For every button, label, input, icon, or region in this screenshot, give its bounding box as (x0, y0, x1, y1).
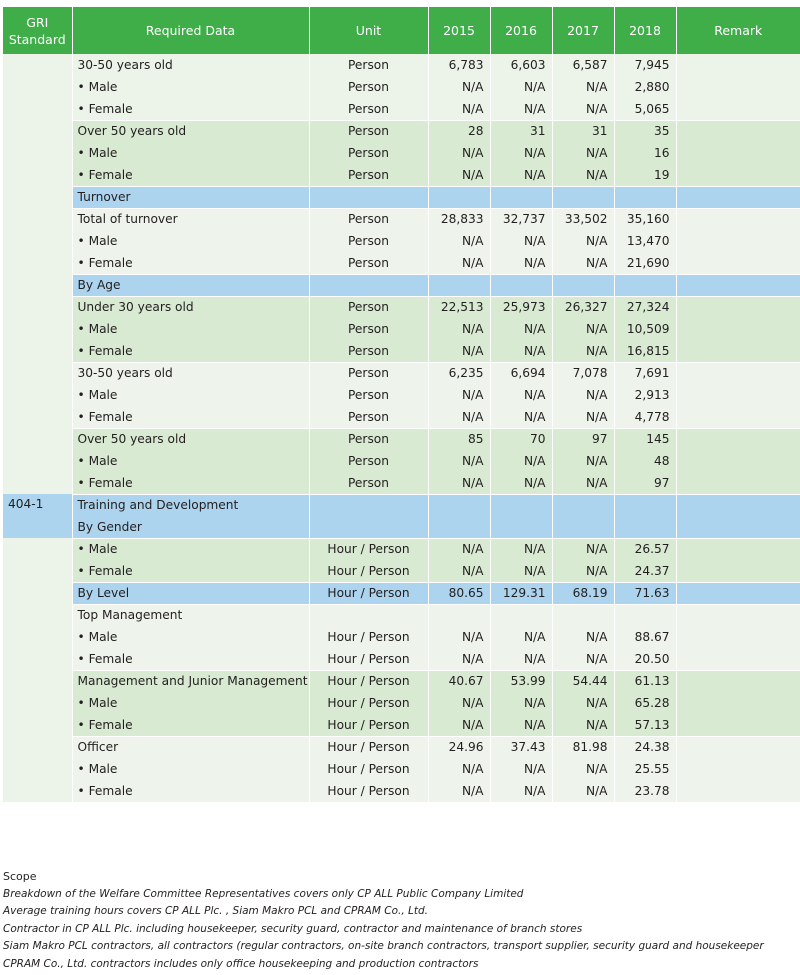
unit-cell: Hour / Person (309, 538, 428, 560)
table-row (3, 560, 800, 582)
table-row (3, 384, 800, 406)
remark-cell (676, 76, 800, 98)
remark-cell (676, 120, 800, 142)
value-2016-cell: N/A (490, 626, 552, 648)
gri-data-table (3, 7, 800, 802)
value-2015-cell: N/A (428, 648, 490, 670)
unit-cell (309, 516, 428, 538)
table-row (3, 538, 800, 560)
value-2018-cell (614, 274, 676, 296)
value-2018-cell: 7,945 (614, 54, 676, 76)
header-required-data: Required Data (72, 7, 309, 54)
unit-cell: Person (309, 384, 428, 406)
required-data-cell: • Female (72, 648, 309, 670)
value-2016-cell: 31 (490, 120, 552, 142)
value-2017-cell (552, 604, 614, 626)
table-row (3, 252, 800, 274)
value-2016-cell: 53.99 (490, 670, 552, 692)
table-row (3, 626, 800, 648)
table-row (3, 362, 800, 384)
value-2018-cell: 25.55 (614, 758, 676, 780)
value-2016-cell: 32,737 (490, 208, 552, 230)
remark-cell (676, 164, 800, 186)
header-gri-standard (3, 7, 72, 54)
unit-cell (309, 274, 428, 296)
value-2016-cell: N/A (490, 472, 552, 494)
value-2018-cell: 24.37 (614, 560, 676, 582)
unit-cell: Person (309, 428, 428, 450)
value-2016-cell (490, 494, 552, 516)
value-2016-cell: N/A (490, 538, 552, 560)
scope-note: Average training hours covers CP ALL Plc. , Siam Makro PCL and CPRAM Co., Ltd. (3, 905, 428, 918)
table-row (3, 164, 800, 186)
value-2016-cell: N/A (490, 384, 552, 406)
value-2017-cell: N/A (552, 648, 614, 670)
table-row (3, 208, 800, 230)
gri-standard-cell (3, 538, 72, 802)
remark-cell (676, 98, 800, 120)
required-data-cell: Total of turnover (72, 208, 309, 230)
value-2018-cell: 23.78 (614, 780, 676, 802)
table-row (3, 780, 800, 802)
value-2017-cell (552, 186, 614, 208)
remark-cell (676, 560, 800, 582)
value-2018-cell: 145 (614, 428, 676, 450)
value-2015-cell: N/A (428, 230, 490, 252)
required-data-cell: • Female (72, 252, 309, 274)
unit-cell (309, 186, 428, 208)
unit-cell: Person (309, 164, 428, 186)
gri-standard-cell (3, 54, 72, 494)
value-2015-cell: N/A (428, 252, 490, 274)
remark-cell (676, 692, 800, 714)
unit-cell: Hour / Person (309, 692, 428, 714)
remark-cell (676, 340, 800, 362)
value-2016-cell: N/A (490, 758, 552, 780)
remark-cell (676, 186, 800, 208)
value-2017-cell: N/A (552, 406, 614, 428)
remark-cell (676, 736, 800, 758)
required-data-cell: By Gender (72, 516, 309, 538)
value-2018-cell: 20.50 (614, 648, 676, 670)
value-2015-cell (428, 604, 490, 626)
required-data-cell: • Female (72, 164, 309, 186)
value-2018-cell: 10,509 (614, 318, 676, 340)
remark-cell (676, 494, 800, 516)
header-2015: 2015 (428, 7, 490, 54)
value-2016-cell: N/A (490, 318, 552, 340)
value-2015-cell: 85 (428, 428, 490, 450)
remark-cell (676, 670, 800, 692)
unit-cell: Person (309, 340, 428, 362)
value-2017-cell: N/A (552, 692, 614, 714)
value-2018-cell (614, 494, 676, 516)
value-2016-cell: N/A (490, 98, 552, 120)
value-2016-cell: 25,973 (490, 296, 552, 318)
table-row (3, 186, 800, 208)
table-row (3, 120, 800, 142)
value-2017-cell: N/A (552, 384, 614, 406)
value-2016-cell: N/A (490, 714, 552, 736)
value-2015-cell: N/A (428, 758, 490, 780)
required-data-cell: • Female (72, 714, 309, 736)
unit-cell: Person (309, 120, 428, 142)
value-2015-cell: N/A (428, 450, 490, 472)
value-2015-cell: N/A (428, 692, 490, 714)
value-2016-cell: N/A (490, 164, 552, 186)
value-2015-cell: 24.96 (428, 736, 490, 758)
value-2015-cell (428, 516, 490, 538)
remark-cell (676, 208, 800, 230)
table-row (3, 736, 800, 758)
value-2017-cell: N/A (552, 76, 614, 98)
value-2017-cell: N/A (552, 142, 614, 164)
value-2017-cell: 68.19 (552, 582, 614, 604)
value-2016-cell: N/A (490, 230, 552, 252)
value-2018-cell: 65.28 (614, 692, 676, 714)
table-header-row (3, 7, 800, 54)
required-data-cell: • Female (72, 472, 309, 494)
value-2018-cell (614, 186, 676, 208)
required-data-cell: • Male (72, 384, 309, 406)
value-2015-cell: N/A (428, 142, 490, 164)
table-row (3, 406, 800, 428)
value-2018-cell: 35,160 (614, 208, 676, 230)
value-2015-cell: N/A (428, 560, 490, 582)
value-2016-cell: 37.43 (490, 736, 552, 758)
table-row (3, 98, 800, 120)
gri-standard-cell: 404-1 (3, 494, 72, 538)
value-2017-cell: 81.98 (552, 736, 614, 758)
unit-cell: Hour / Person (309, 714, 428, 736)
value-2018-cell: 2,880 (614, 76, 676, 98)
value-2015-cell: 28,833 (428, 208, 490, 230)
value-2018-cell: 13,470 (614, 230, 676, 252)
unit-cell: Hour / Person (309, 758, 428, 780)
remark-cell (676, 362, 800, 384)
remark-cell (676, 142, 800, 164)
table-row (3, 714, 800, 736)
required-data-cell: • Male (72, 538, 309, 560)
value-2015-cell (428, 274, 490, 296)
unit-cell (309, 494, 428, 516)
value-2017-cell: 7,078 (552, 362, 614, 384)
table-row (3, 604, 800, 626)
required-data-cell: • Male (72, 692, 309, 714)
table-row (3, 648, 800, 670)
value-2017-cell: N/A (552, 626, 614, 648)
scope-title: Scope (3, 870, 37, 883)
header-remark: Remark (676, 7, 800, 54)
required-data-cell: • Female (72, 340, 309, 362)
unit-cell: Hour / Person (309, 648, 428, 670)
value-2017-cell: N/A (552, 318, 614, 340)
required-data-cell: 30-50 years old (72, 362, 309, 384)
value-2018-cell: 35 (614, 120, 676, 142)
required-data-cell: • Male (72, 450, 309, 472)
unit-cell: Person (309, 252, 428, 274)
remark-cell (676, 230, 800, 252)
value-2016-cell: N/A (490, 780, 552, 802)
value-2016-cell: N/A (490, 142, 552, 164)
value-2018-cell (614, 516, 676, 538)
table-row (3, 758, 800, 780)
remark-cell (676, 516, 800, 538)
unit-cell (309, 604, 428, 626)
unit-cell: Person (309, 76, 428, 98)
remark-cell (676, 450, 800, 472)
required-data-cell: Over 50 years old (72, 120, 309, 142)
value-2017-cell: N/A (552, 98, 614, 120)
value-2015-cell: N/A (428, 164, 490, 186)
value-2018-cell: 48 (614, 450, 676, 472)
value-2018-cell: 2,913 (614, 384, 676, 406)
value-2015-cell: N/A (428, 538, 490, 560)
table-row (3, 340, 800, 362)
value-2016-cell (490, 516, 552, 538)
value-2015-cell: 6,235 (428, 362, 490, 384)
required-data-cell: By Level (72, 582, 309, 604)
value-2017-cell: N/A (552, 472, 614, 494)
required-data-cell: Management and Junior Management (72, 670, 309, 692)
value-2015-cell: N/A (428, 384, 490, 406)
value-2016-cell (490, 604, 552, 626)
unit-cell: Person (309, 406, 428, 428)
value-2015-cell: N/A (428, 76, 490, 98)
value-2016-cell: N/A (490, 648, 552, 670)
value-2017-cell: N/A (552, 780, 614, 802)
value-2015-cell: 28 (428, 120, 490, 142)
value-2016-cell: N/A (490, 692, 552, 714)
remark-cell (676, 274, 800, 296)
unit-cell: Hour / Person (309, 736, 428, 758)
value-2017-cell: 97 (552, 428, 614, 450)
value-2018-cell: 7,691 (614, 362, 676, 384)
required-data-cell: • Female (72, 98, 309, 120)
remark-cell (676, 538, 800, 560)
value-2018-cell: 16,815 (614, 340, 676, 362)
value-2018-cell: 16 (614, 142, 676, 164)
value-2016-cell: N/A (490, 252, 552, 274)
value-2018-cell: 19 (614, 164, 676, 186)
unit-cell: Person (309, 296, 428, 318)
remark-cell (676, 54, 800, 76)
value-2017-cell: N/A (552, 758, 614, 780)
required-data-cell: • Male (72, 626, 309, 648)
required-data-cell: • Male (72, 318, 309, 340)
value-2017-cell (552, 274, 614, 296)
value-2018-cell (614, 604, 676, 626)
value-2017-cell: 26,327 (552, 296, 614, 318)
table-row (3, 472, 800, 494)
required-data-cell: Top Management (72, 604, 309, 626)
table-row (3, 692, 800, 714)
unit-cell: Hour / Person (309, 582, 428, 604)
value-2017-cell: 6,587 (552, 54, 614, 76)
value-2017-cell: N/A (552, 164, 614, 186)
table-row (3, 516, 800, 538)
unit-cell: Hour / Person (309, 560, 428, 582)
value-2015-cell: N/A (428, 340, 490, 362)
value-2015-cell: N/A (428, 98, 490, 120)
value-2018-cell: 27,324 (614, 296, 676, 318)
value-2018-cell: 88.67 (614, 626, 676, 648)
unit-cell: Person (309, 450, 428, 472)
unit-cell: Hour / Person (309, 780, 428, 802)
table-row (3, 318, 800, 340)
value-2018-cell: 61.13 (614, 670, 676, 692)
required-data-cell: 30-50 years old (72, 54, 309, 76)
value-2016-cell (490, 186, 552, 208)
value-2015-cell (428, 186, 490, 208)
value-2018-cell: 5,065 (614, 98, 676, 120)
value-2017-cell (552, 494, 614, 516)
header-gri-line1: GRI (26, 14, 49, 30)
value-2015-cell: N/A (428, 626, 490, 648)
remark-cell (676, 780, 800, 802)
value-2015-cell: 80.65 (428, 582, 490, 604)
value-2016-cell: 6,694 (490, 362, 552, 384)
value-2017-cell: N/A (552, 714, 614, 736)
value-2016-cell: 6,603 (490, 54, 552, 76)
unit-cell: Person (309, 98, 428, 120)
value-2018-cell: 57.13 (614, 714, 676, 736)
value-2018-cell: 71.63 (614, 582, 676, 604)
table-row (3, 230, 800, 252)
value-2017-cell: N/A (552, 230, 614, 252)
table-row (3, 582, 800, 604)
required-data-cell: Turnover (72, 186, 309, 208)
required-data-cell: • Male (72, 142, 309, 164)
value-2015-cell: N/A (428, 406, 490, 428)
header-2018: 2018 (614, 7, 676, 54)
unit-cell: Person (309, 230, 428, 252)
table-row (3, 428, 800, 450)
table-row (3, 494, 800, 516)
required-data-cell: • Female (72, 560, 309, 582)
table-row (3, 142, 800, 164)
value-2015-cell: 6,783 (428, 54, 490, 76)
table-body (3, 54, 800, 802)
value-2016-cell: N/A (490, 560, 552, 582)
table-row (3, 76, 800, 98)
value-2015-cell: 22,513 (428, 296, 490, 318)
value-2016-cell: N/A (490, 76, 552, 98)
value-2017-cell: N/A (552, 560, 614, 582)
value-2017-cell: 54.44 (552, 670, 614, 692)
remark-cell (676, 626, 800, 648)
value-2018-cell: 26.57 (614, 538, 676, 560)
value-2015-cell (428, 494, 490, 516)
table-row (3, 296, 800, 318)
table-row (3, 274, 800, 296)
value-2017-cell: N/A (552, 252, 614, 274)
header-2016: 2016 (490, 7, 552, 54)
remark-cell (676, 318, 800, 340)
value-2015-cell: N/A (428, 472, 490, 494)
value-2016-cell (490, 274, 552, 296)
remark-cell (676, 758, 800, 780)
value-2017-cell: 33,502 (552, 208, 614, 230)
remark-cell (676, 604, 800, 626)
required-data-cell: Under 30 years old (72, 296, 309, 318)
required-data-cell: • Female (72, 406, 309, 428)
required-data-cell: Training and Development (72, 494, 309, 516)
remark-cell (676, 252, 800, 274)
required-data-cell: Over 50 years old (72, 428, 309, 450)
unit-cell: Hour / Person (309, 626, 428, 648)
required-data-cell: Officer (72, 736, 309, 758)
remark-cell (676, 714, 800, 736)
unit-cell: Person (309, 208, 428, 230)
table-row (3, 54, 800, 76)
remark-cell (676, 648, 800, 670)
value-2016-cell: N/A (490, 406, 552, 428)
table-row (3, 670, 800, 692)
remark-cell (676, 582, 800, 604)
value-2018-cell: 21,690 (614, 252, 676, 274)
scope-note: Siam Makro PCL contractors, all contractors (regular contractors, on-site branch contractors, transport supplier, security guard and housekeeper (3, 940, 764, 953)
scope-note: Contractor in CP ALL Plc. including housekeeper, security guard, contractor and maintenance of branch stores (3, 922, 583, 935)
value-2016-cell: 129.31 (490, 582, 552, 604)
value-2015-cell: N/A (428, 780, 490, 802)
remark-cell (676, 472, 800, 494)
value-2017-cell: N/A (552, 340, 614, 362)
value-2017-cell (552, 516, 614, 538)
value-2016-cell: N/A (490, 340, 552, 362)
remark-cell (676, 296, 800, 318)
value-2016-cell: N/A (490, 450, 552, 472)
scope-note: CPRAM Co., Ltd. contractors includes only office housekeeping and production contractors (3, 957, 479, 970)
required-data-cell: By Age (72, 274, 309, 296)
header-gri-line2: Standard (8, 31, 66, 47)
value-2015-cell: 40.67 (428, 670, 490, 692)
value-2017-cell: N/A (552, 538, 614, 560)
remark-cell (676, 406, 800, 428)
value-2015-cell: N/A (428, 714, 490, 736)
value-2017-cell: N/A (552, 450, 614, 472)
unit-cell: Person (309, 54, 428, 76)
header-unit: Unit (309, 7, 428, 54)
unit-cell: Hour / Person (309, 670, 428, 692)
value-2016-cell: 70 (490, 428, 552, 450)
value-2015-cell: N/A (428, 318, 490, 340)
value-2018-cell: 24.38 (614, 736, 676, 758)
required-data-cell: • Female (72, 780, 309, 802)
required-data-cell: • Male (72, 76, 309, 98)
unit-cell: Person (309, 318, 428, 340)
unit-cell: Person (309, 362, 428, 384)
remark-cell (676, 428, 800, 450)
required-data-cell: • Male (72, 230, 309, 252)
required-data-cell: • Male (72, 758, 309, 780)
value-2018-cell: 97 (614, 472, 676, 494)
scope-note: Breakdown of the Welfare Committee Representatives covers only CP ALL Public Company Limited (3, 887, 524, 900)
value-2018-cell: 4,778 (614, 406, 676, 428)
unit-cell: Person (309, 472, 428, 494)
unit-cell: Person (309, 142, 428, 164)
remark-cell (676, 384, 800, 406)
scope-notes (3, 868, 764, 974)
table-row (3, 450, 800, 472)
header-2017: 2017 (552, 7, 614, 54)
value-2017-cell: 31 (552, 120, 614, 142)
